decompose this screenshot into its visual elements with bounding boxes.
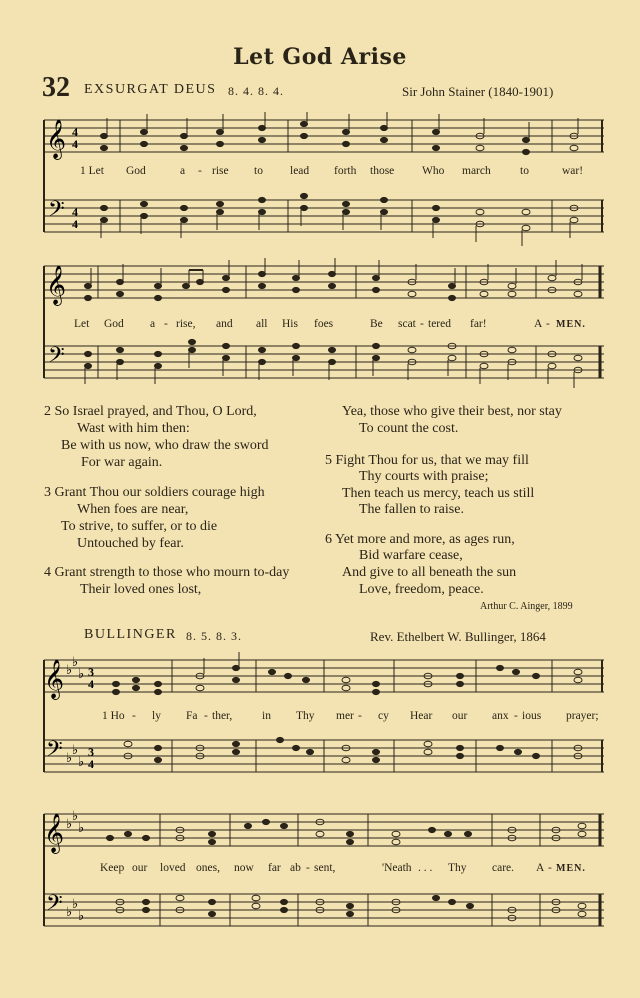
svg-text:♭: ♭ [66,904,73,919]
lyric-syllable: Fa [186,710,198,722]
lyric-syllable: a [180,165,186,177]
lyric-syllable: - [204,710,208,722]
lyric-syllable: Thy [296,710,315,722]
lyric-syllable: A [534,318,543,330]
stanza-4-line-3: Yea, those who give their best, nor stay [342,404,562,419]
lyric-syllable: anx [492,710,509,722]
lyric-syllable: MEN. [556,863,586,874]
svg-text:𝄞: 𝄞 [44,813,65,853]
lyric-syllable: Who [422,165,445,177]
lyric-syllable: to [254,165,263,177]
stanza-3-line-4: Untouched by fear. [77,536,184,551]
lyric-syllable: mer [336,710,354,722]
lyric-syllable: . . . [418,862,433,874]
lyrics-line-3 [0,710,640,726]
svg-text:𝄞: 𝄞 [46,119,67,159]
stanza-5-line-1: 5 Fight Thou for us, that we may fill [325,453,529,468]
svg-text:♭: ♭ [66,750,73,765]
svg-text:♭: ♭ [72,896,79,911]
lyric-syllable: His [282,318,298,330]
stanza-6-line-1: 6 Yet more and more, as ages run, [325,532,515,547]
hymn-number: 32 [42,72,70,103]
lyric-syllable: to [520,165,529,177]
lyric-syllable: God [126,165,146,177]
composer-2: Rev. Ethelbert W. Bullinger, 1864 [370,629,546,644]
lyric-syllable: - [358,710,362,722]
lyric-syllable: march [462,165,491,177]
lyric-syllable: ones, [196,862,220,874]
lyric-syllable: war! [562,165,584,177]
stanza-2-line-4: For war again. [81,455,163,470]
stanza-5-line-4: The fallen to raise. [359,502,464,517]
lyric-syllable: sent, [314,862,336,874]
lyric-syllable: - [514,710,518,722]
lyric-syllable: loved [160,862,186,874]
lyric-syllable: God [104,318,124,330]
svg-text:3: 3 [88,745,94,759]
lyric-syllable: 1 Ho [102,710,125,722]
lyric-syllable: far! [470,318,487,330]
stanza-3-line-2: When foes are near, [77,502,189,517]
svg-text:♭: ♭ [78,754,85,769]
lyric-syllable: all [256,318,268,330]
lyric-syllable: care. [492,862,515,874]
author-credit: Arthur C. Ainger, 1899 [480,601,573,612]
hymn-title: Let God Arise [233,44,407,70]
stanza-4-line-1: 4 Grant strength to those who mourn to-day [44,565,290,580]
lyric-syllable: rise, [176,318,196,330]
svg-text:4: 4 [72,125,78,139]
lyric-syllable: ab [290,862,301,874]
svg-text:𝄢: 𝄢 [46,737,63,767]
stanza-2-line-3: Be with us now, who draw the sword [61,438,269,453]
stanza-6-line-2: Bid warfare cease, [359,548,463,563]
lyric-syllable: prayer; [566,710,599,722]
lyric-syllable: Let [74,318,90,330]
lyric-syllable: ly [152,710,161,722]
lyric-syllable: now [234,862,254,874]
stanza-2-line-1: 2 So Israel prayed, and Thou, O Lord, [44,404,257,419]
svg-text:♭: ♭ [66,662,73,677]
svg-text:♭: ♭ [66,816,73,831]
lyric-syllable: ther, [212,710,233,722]
svg-text:4: 4 [88,757,94,771]
lyric-syllable: far [268,862,281,874]
lyric-syllable: Hear [410,710,433,722]
tune-name: EXSURGAT DEUS [84,82,217,97]
lyric-syllable: lead [290,165,310,177]
lyric-syllable: - [546,318,550,330]
lyric-syllable: Keep [100,862,125,874]
svg-text:𝄢: 𝄢 [46,891,63,921]
svg-text:𝄢: 𝄢 [48,343,65,373]
svg-text:♭: ♭ [72,808,79,823]
lyric-syllable: A [536,862,545,874]
lyric-syllable: 1 Let [80,165,104,177]
svg-text:♭: ♭ [72,654,79,669]
lyric-syllable: forth [334,165,357,177]
svg-text:♭: ♭ [78,666,85,681]
stanza-5-line-3: Then teach us mercy, teach us still [342,486,535,501]
lyric-syllable: scat [398,318,416,330]
lyric-syllable: 'Neath [382,862,412,874]
svg-text:♭: ♭ [72,742,79,757]
lyric-syllable: in [262,710,271,722]
svg-text:𝄞: 𝄞 [46,265,67,305]
lyric-syllable: our [452,710,468,722]
lyric-syllable: our [132,862,148,874]
lyric-syllable: - [548,862,552,874]
lyrics-line-4 [0,862,640,878]
lyric-syllable: - [164,318,168,330]
svg-text:𝄢: 𝄢 [48,197,65,227]
svg-text:4: 4 [72,205,78,219]
svg-text:♭: ♭ [78,820,85,835]
lyric-syllable: Be [370,318,383,330]
svg-text:4: 4 [72,217,78,231]
lyric-syllable: - [132,710,136,722]
stanza-4-line-2: Their loved ones lost, [80,582,202,597]
lyric-syllable: - [306,862,310,874]
lyric-syllable: a [150,318,156,330]
stanza-6-line-4: Love, freedom, peace. [359,582,484,597]
lyric-syllable: Thy [448,862,467,874]
meter: 8. 4. 8. 4. [228,84,284,98]
lyric-syllable: tered [428,318,451,330]
lyrics-line-1 [0,165,640,181]
svg-text:𝄞: 𝄞 [44,659,65,699]
lyric-syllable: MEN. [556,319,586,330]
lyric-syllable: ious [522,710,542,722]
stanza-5-line-2: Thy courts with praise; [359,469,489,484]
lyric-syllable: - [420,318,424,330]
lyric-syllable: and [216,318,233,330]
stanza-4-line-4: To count the cost. [359,421,459,436]
meter-2: 8. 5. 8. 3. [186,629,242,643]
tune-name-2: BULLINGER [84,627,177,642]
stanza-3-line-1: 3 Grant Thou our soldiers courage high [44,485,265,500]
composer: Sir John Stainer (1840-1901) [402,84,554,99]
stanza-6-line-3: And give to all beneath the sun [342,565,517,580]
music-system-1 [40,112,608,252]
svg-text:3: 3 [88,665,94,679]
svg-text:4: 4 [88,677,94,691]
lyrics-line-2 [0,318,640,334]
stanza-2-line-2: Wast with him then: [77,421,190,436]
stanza-3-line-3: To strive, to suffer, or to die [61,519,218,534]
lyric-syllable: foes [314,318,334,330]
lyric-syllable: - [198,165,202,177]
lyric-syllable: those [370,165,395,177]
svg-text:4: 4 [72,137,78,151]
svg-text:♭: ♭ [78,908,85,923]
lyric-syllable: rise [212,165,229,177]
lyric-syllable: cy [378,710,389,722]
